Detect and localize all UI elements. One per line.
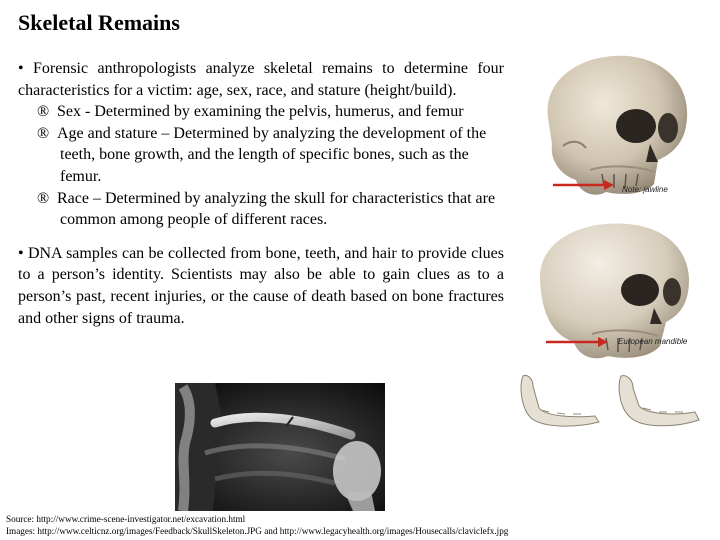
dna-paragraph: • DNA samples can be collected from bone, teeth, and hair to provide clues to a person’s identity. Scientists may also be able to gain clues as to a person’s past, recent injuries, or the cause of death based on bone fractures and other signs of trauma. <box>18 244 504 327</box>
source-line: Source: http://www.crime-scene-investigator.net/excavation.html <box>6 514 246 524</box>
intro-paragraph: • Forensic anthropologists analyze skeletal remains to determine four characteristics for a victim: age, sex, race, and stature (height/build). <box>18 60 504 99</box>
registered-bullet-icon: ® <box>37 103 50 121</box>
registered-bullet-icon: ® <box>37 124 50 142</box>
sub-point-age-stature <box>18 123 504 188</box>
skull-1-caption: Note: jawline <box>622 185 668 194</box>
slide-title: Skeletal Remains <box>18 10 180 35</box>
registered-bullet-icon: ® <box>37 189 50 207</box>
sub-point-race <box>18 188 504 231</box>
sources <box>6 514 508 537</box>
xray-image <box>175 383 385 511</box>
skull-2-caption: European mandible <box>618 337 688 346</box>
sub-point-text: Age and stature – Determined by analyzing the development of the teeth, bone growth, and the length of specific bones, such as the femur. <box>57 124 487 185</box>
sub-point-text: Race – Determined by analyzing the skull for characteristics that are common among people of different races. <box>57 189 496 229</box>
images-source-line: Images: http://www.celticnz.org/images/Feedback/SkullSkeleton.JPG and http://www.legacyhealth.org/images/Housecalls/claviclefx.jpg <box>6 525 509 536</box>
skull-photo-1 <box>528 48 698 200</box>
mandible-photos <box>515 372 705 430</box>
main-text <box>18 58 504 329</box>
sub-point-text: Sex - Determined by examining the pelvis, humerus, and femur <box>57 103 464 121</box>
sub-point-sex <box>18 101 504 123</box>
